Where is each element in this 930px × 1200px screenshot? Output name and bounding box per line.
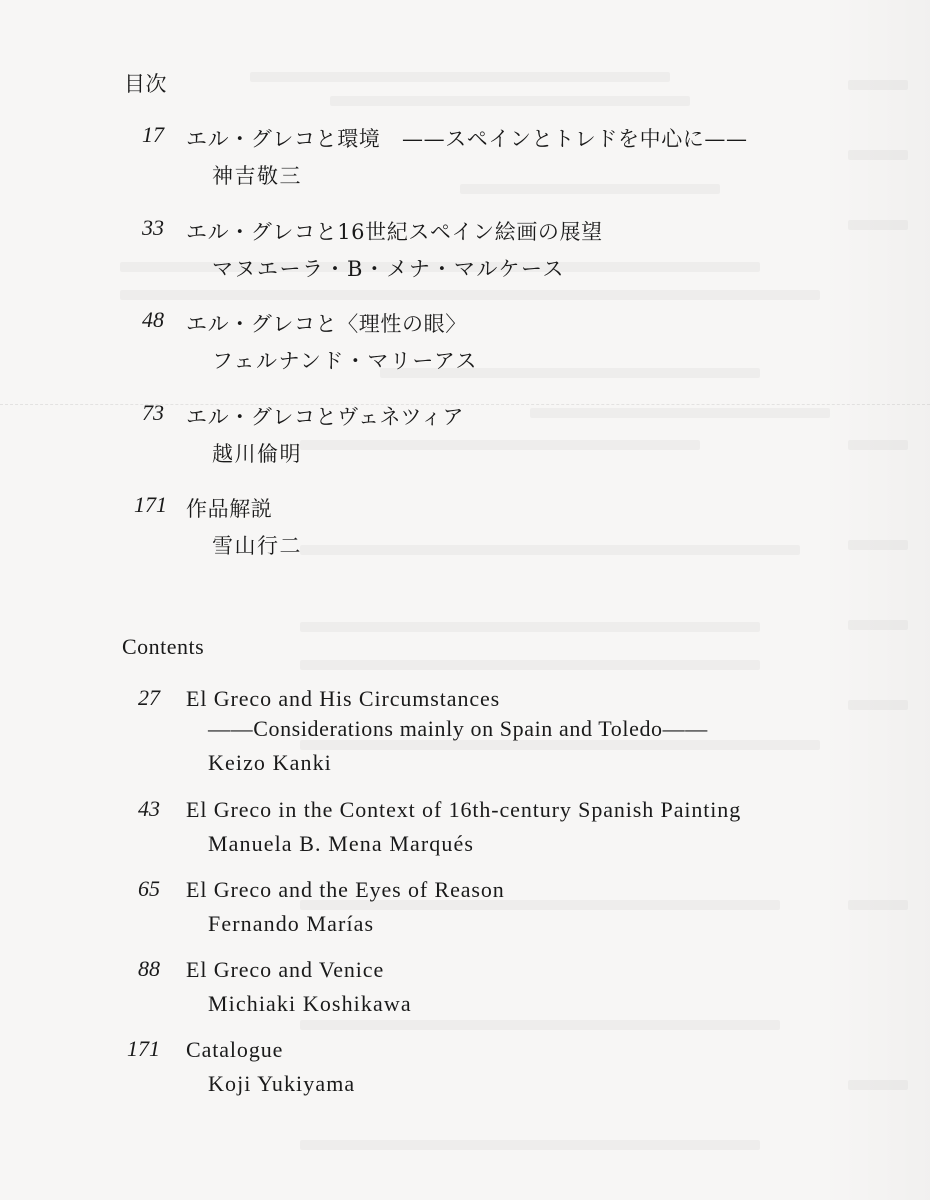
page-number: 171 (134, 492, 167, 517)
page-number: 65 (138, 876, 160, 901)
entry-author: 雪山行二 (212, 534, 302, 558)
entry-author: フェルナンド・マリーアス (212, 349, 479, 373)
page-number: 33 (142, 215, 164, 240)
entry-author: 越川倫明 (212, 442, 302, 466)
entry-title: El Greco in the Context of 16th-century Spanish Painting (186, 797, 742, 822)
entry-title: エル・グレコと環境 ——スペインとトレドを中心に—— (186, 127, 748, 151)
english-toc-heading: Contents (122, 634, 205, 659)
entry-title: 作品解説 (186, 497, 273, 521)
page-edge-shadow (820, 0, 930, 1200)
entry-subtitle: ——Considerations mainly on Spain and Toledo—— (208, 716, 708, 741)
entry-author: Michiaki Koshikawa (208, 991, 412, 1016)
entry-title: El Greco and the Eyes of Reason (186, 877, 505, 902)
entry-title: El Greco and His Circumstances (186, 686, 501, 711)
page-number: 27 (138, 685, 160, 710)
entry-author: マヌエーラ・B・メナ・マルケース (212, 257, 565, 281)
entry-title: El Greco and Venice (186, 957, 385, 982)
entry-title: エル・グレコと〈理性の眼〉 (186, 312, 467, 336)
page-number: 48 (142, 307, 164, 332)
entry-title: Catalogue (186, 1037, 284, 1062)
page-number: 73 (142, 400, 164, 425)
entry-author: Manuela B. Mena Marqués (208, 831, 475, 856)
page-number: 43 (138, 796, 160, 821)
page-number: 88 (138, 956, 160, 981)
page-number: 17 (142, 122, 164, 147)
entry-title: エル・グレコと16世紀スペイン絵画の展望 (186, 220, 603, 244)
page-number: 171 (127, 1036, 160, 1061)
entry-author: 神吉敬三 (212, 164, 302, 188)
entry-author: Keizo Kanki (208, 750, 332, 775)
entry-author: Fernando Marías (208, 911, 375, 936)
entry-author: Koji Yukiyama (208, 1071, 356, 1096)
japanese-toc-heading: 目次 (124, 72, 167, 96)
entry-title: エル・グレコとヴェネツィア (186, 405, 465, 429)
